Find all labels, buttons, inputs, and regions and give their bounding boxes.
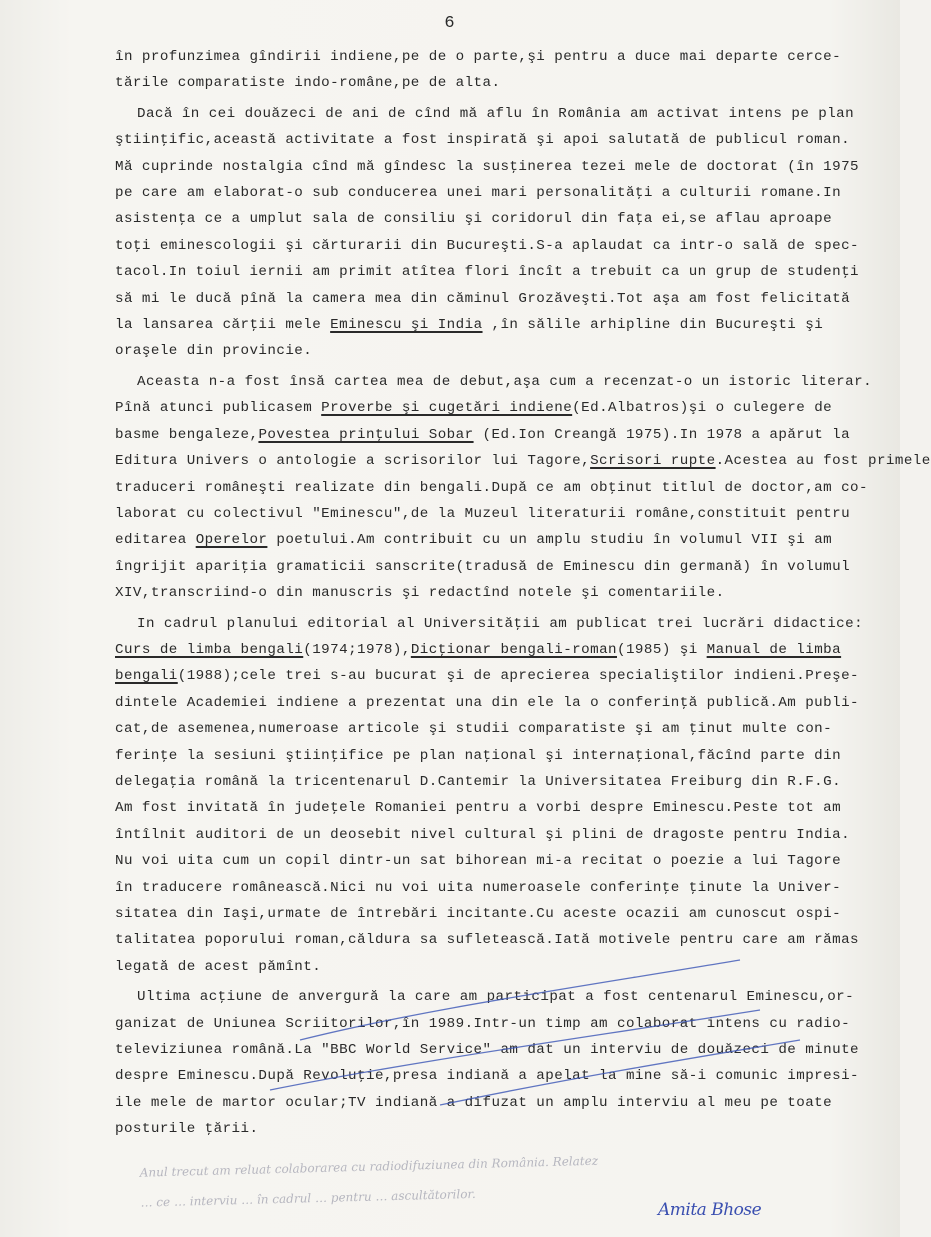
text-line: bengali(1988);cele trei s-au bucurat şi de aprecierea specialiştilor indieni.Preşe- — [115, 668, 860, 685]
text-line: Nu voi uita cum un copil dintr-un sat bihorean mi-a recitat o poezie a lui Tagore — [115, 853, 842, 870]
text-line: ganizat de Uniunea Scriitorilor,în 1989.Intr-un timp am colaborat intens cu radio- — [115, 1015, 851, 1032]
text-line: întîlnit auditori de un deosebit nivel cultural şi plini de dragoste pentru India. — [115, 826, 851, 843]
text-line: sitatea din Iaşi,urmate de întrebări incitante.Cu aceste ocazii am cunoscut ospi- — [115, 906, 842, 922]
text-line: Dacă în cei douăzeci de ani de cînd mă aflu în România am activat intens pe plan — [137, 105, 855, 122]
text-line: în traducere românească.Nici nu voi uita numeroasele conferinţe ţinute la Univer- — [115, 879, 842, 896]
typed-text-body — [115, 44, 931, 1147]
text-line: talitatea poporului roman,căldura sa sufletească.Iată motivele pentru care am rămas — [115, 932, 860, 949]
text-line: editarea Operelor poetului.Am contribuit cu un amplu studiu în volumul VII şi am — [115, 532, 833, 549]
faint-handwritten-note: Anul trecut am reluat colaborarea cu radiodifuziunea din România. Relatez … ce … interviu … în cadrul … pentru … ascultătorilor. — [139, 1153, 599, 1210]
text-line: dintele Academiei indiene a prezentat una din ele la o conferinţă publică.Am publi- — [115, 694, 860, 711]
text-line: Editura Univers o antologie a scrisorilor lui Tagore,Scrisori rupte.Acestea au fost primele — [115, 453, 931, 470]
text-line: la lansarea cărţii mele Eminescu şi India ,în sălile arhipline din Bucureşti şi — [115, 317, 824, 334]
paragraph — [115, 611, 885, 981]
text-line: Ultima acţiune de anvergură la care am participat a fost centenarul Eminescu,or- — [137, 989, 855, 1006]
paragraph — [115, 369, 931, 607]
text-line: XIV,transcriind-o din manuscris şi redactînd notele şi comentariile. — [115, 585, 725, 602]
text-line: Mă cuprinde nostalgia cînd mă gîndesc la susţinerea tezei mele de doctorat (în 1975 — [115, 158, 860, 175]
text-line: în profunzimea gîndirii indiene,pe de o parte,şi pentru a duce mai departe cerce- — [115, 49, 842, 65]
text-line: îngrijit apariţia gramaticii sanscrite(tradusă de Eminescu din germană) în volumul — [115, 558, 851, 575]
text-line: posturile ţării. — [115, 1121, 259, 1138]
text-line: In cadrul planului editorial al Universităţii am publicat trei lucrări didactice: — [137, 615, 864, 632]
text-line: legată de acest pămînt. — [115, 958, 322, 975]
handwritten-signature: Amita Bhose — [658, 1200, 762, 1220]
page-number: 6 — [444, 14, 456, 33]
text-line: televiziunea română.La "BBC World Service" am dat un interviu de douăzeci de minute — [115, 1042, 860, 1059]
text-line: pe care am elaborat-o sub conducerea unei mari personalităţi a culturii romane.In — [115, 185, 842, 202]
text-line: să mi le ducă pînă la camera mea din căminul Grozăveşti.Tot aşa am fost felicitată — [115, 290, 851, 307]
paragraph — [115, 101, 885, 365]
text-line: traduceri româneşti realizate din bengali.După ce am obţinut titlul de doctor,am co- — [115, 479, 868, 496]
text-line: tările comparatiste indo-române,pe de alta. — [115, 75, 501, 92]
text-line: Aceasta n-a fost însă cartea mea de debut,aşa cum a recenzat-o un istoric literar. — [137, 373, 873, 390]
text-line: Pînă atunci publicasem Proverbe şi cugetări indiene(Ed.Albatros)şi o culegere de — [115, 400, 833, 417]
text-line: laborat cu colectivul "Eminescu",de la Muzeul literaturii române,constituit pentru — [115, 505, 851, 522]
text-line: basme bengaleze,Povestea prinţului Sobar (Ed.Ion Creangă 1975).In 1978 a apărut la — [115, 426, 851, 443]
text-line: asistenţa ce a umplut sala de consiliu şi coridorul din faţa ei,se aflau aproape — [115, 211, 833, 228]
text-line: oraşele din provincie. — [115, 343, 313, 360]
paragraph — [115, 44, 885, 97]
text-line: cat,de asemenea,numeroase articole şi studii comparatiste şi am ţinut multe con- — [115, 721, 833, 738]
text-line: ştiinţific,această activitate a fost inspirată şi apoi salutată de publicul roman. — [115, 132, 851, 149]
text-line: toţi eminescologii şi cărturarii din Bucureşti.S-a aplaudat ca intr-o sală de spec- — [115, 237, 860, 254]
text-line: delegaţia română la tricentenarul D.Cantemir la Universitatea Freiburg din R.F.G. — [115, 773, 842, 790]
text-line: tacol.In toiul iernii am primit atîtea flori încît a trebuit ca un grup de studenţi — [115, 264, 860, 281]
text-line: ferinţe la sesiuni ştiinţifice pe plan naţional şi internaţional,făcînd parte din — [115, 747, 842, 764]
text-line: Curs de limba bengali(1974;1978),Dicţionar bengali-roman(1985) şi Manual de limba — [115, 641, 842, 658]
text-line: ile mele de martor ocular;TV indiană a difuzat un amplu interviu al meu pe toate — [115, 1094, 833, 1111]
text-line: Am fost invitată în judeţele Romaniei pentru a vorbi despre Eminescu.Peste tot am — [115, 800, 842, 817]
text-line: despre Eminescu.După Revoluţie,presa indiană a apelat la mine să-i comunic impresi- — [115, 1068, 860, 1085]
paragraph — [115, 984, 885, 1142]
